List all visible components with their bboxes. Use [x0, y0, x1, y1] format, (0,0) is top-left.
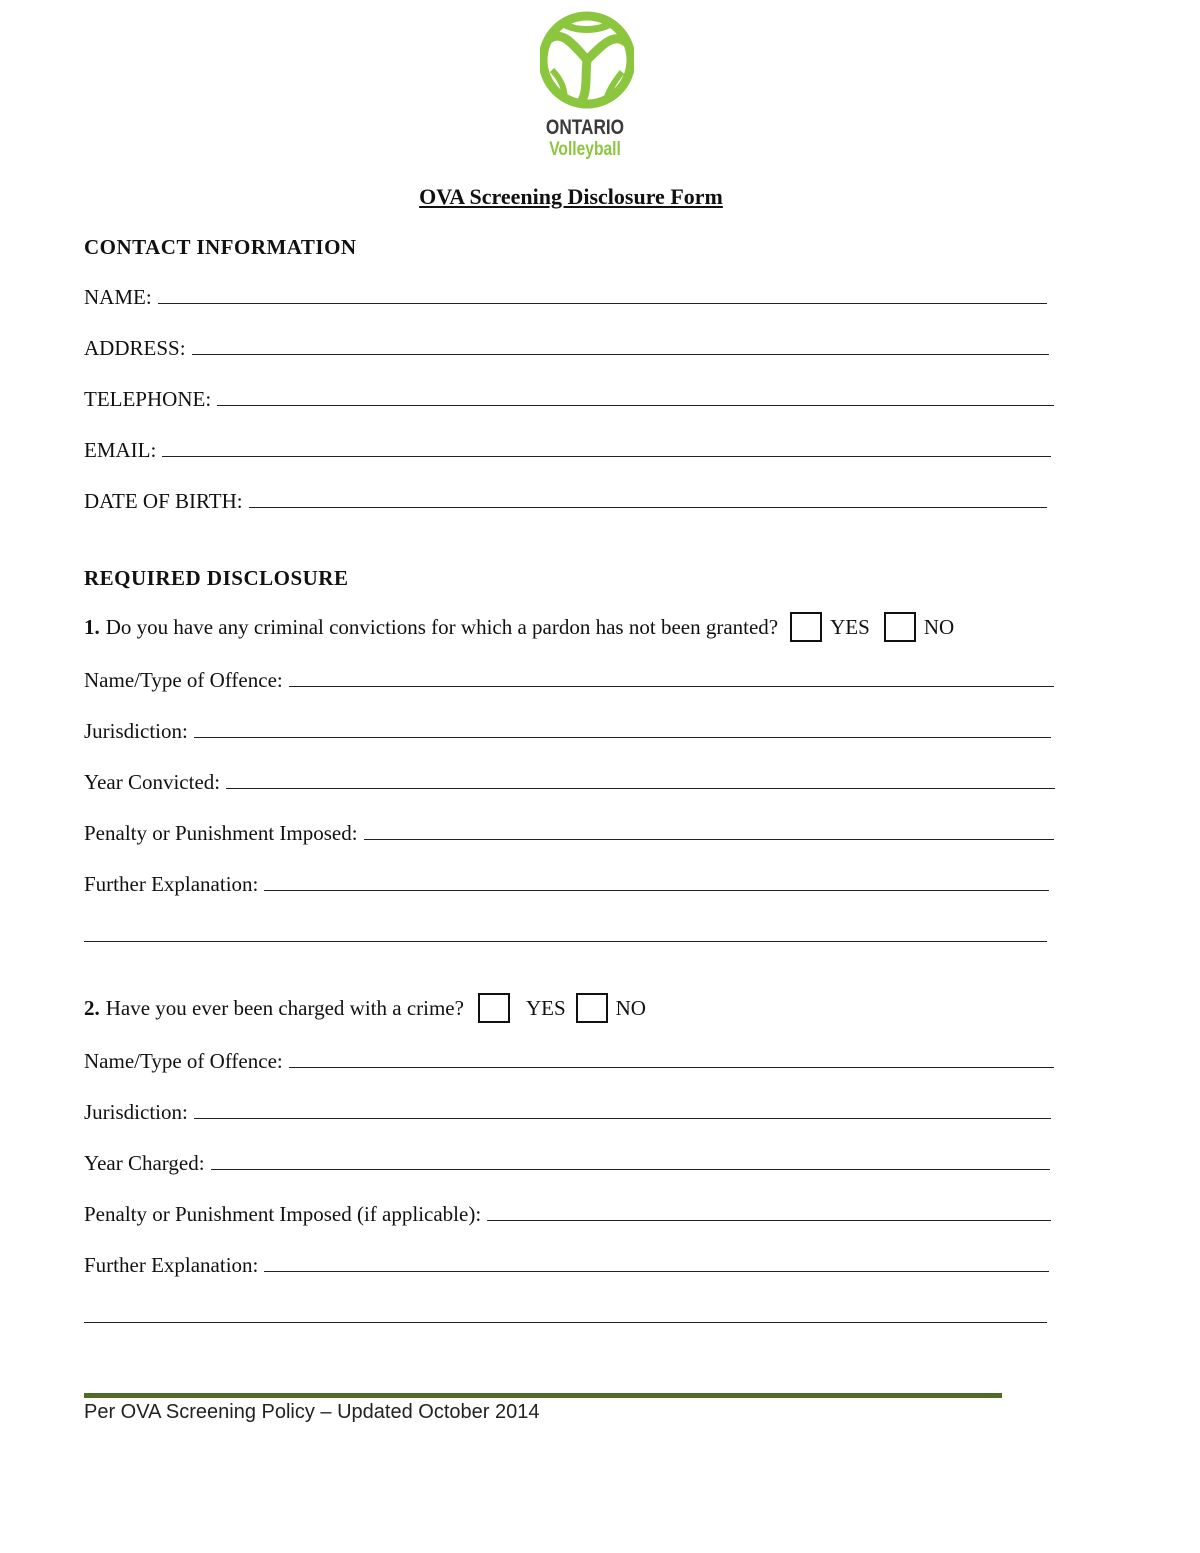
- q2-penalty-line[interactable]: [487, 1219, 1051, 1221]
- q2-explanation-continuation[interactable]: [84, 1299, 1047, 1329]
- name-label: NAME:: [84, 285, 152, 309]
- q2-year-field[interactable]: [84, 1146, 1050, 1176]
- q2-explanation-field[interactable]: [84, 1248, 1049, 1278]
- question-1-text: Do you have any criminal convictions for which a pardon has not been granted?: [105, 614, 779, 639]
- form-title: OVA Screening Disclosure Form: [419, 184, 723, 209]
- telephone-field[interactable]: [84, 382, 1054, 412]
- q2-offence-line[interactable]: [289, 1066, 1054, 1068]
- q1-offence-label: Name/Type of Offence:: [84, 668, 283, 692]
- question-2-text: Have you ever been charged with a crime?: [105, 995, 464, 1020]
- q2-explanation-line[interactable]: [264, 1270, 1049, 1272]
- volleyball-icon: [540, 10, 634, 110]
- q1-explanation-line[interactable]: [264, 889, 1049, 891]
- email-line[interactable]: [162, 455, 1051, 457]
- telephone-line[interactable]: [217, 404, 1054, 406]
- logo-text-volleyball: Volleyball: [549, 139, 621, 160]
- q1-year-field[interactable]: [84, 765, 1055, 795]
- q1-jurisdiction-line[interactable]: [194, 736, 1051, 738]
- q1-penalty-label: Penalty or Punishment Imposed:: [84, 821, 358, 845]
- name-line[interactable]: [158, 302, 1047, 304]
- question-1: [84, 610, 964, 644]
- q1-penalty-field[interactable]: [84, 816, 1054, 846]
- q1-yes-checkbox[interactable]: [790, 612, 822, 642]
- question-2: [84, 991, 656, 1025]
- q1-year-line[interactable]: [226, 787, 1055, 789]
- q1-no-checkbox[interactable]: [884, 612, 916, 642]
- q1-explanation-continuation[interactable]: [84, 918, 1047, 948]
- q1-explanation-label: Further Explanation:: [84, 872, 259, 896]
- q2-jurisdiction-line[interactable]: [194, 1117, 1051, 1119]
- q2-jurisdiction-label: Jurisdiction:: [84, 1100, 188, 1124]
- q2-yes-checkbox[interactable]: [478, 993, 510, 1023]
- q1-offence-field[interactable]: [84, 663, 1054, 693]
- q1-jurisdiction-field[interactable]: [84, 714, 1051, 744]
- ontario-volleyball-logo: [530, 10, 640, 160]
- q2-jurisdiction-field[interactable]: [84, 1095, 1051, 1125]
- q2-no-label: NO: [615, 995, 646, 1020]
- address-field[interactable]: [84, 331, 1049, 361]
- logo-text-ontario: ONTARIO: [545, 116, 625, 139]
- q2-penalty-field[interactable]: [84, 1197, 1051, 1227]
- q1-no-label: NO: [923, 614, 955, 639]
- q1-explanation-field[interactable]: [84, 867, 1049, 897]
- address-line[interactable]: [192, 353, 1049, 355]
- q2-offence-field[interactable]: [84, 1044, 1054, 1074]
- footer-text: Per OVA Screening Policy – Updated October 2014: [84, 1401, 540, 1423]
- q1-explanation-line-2[interactable]: [84, 940, 1047, 942]
- q1-penalty-line[interactable]: [364, 838, 1054, 840]
- q2-penalty-label: Penalty or Punishment Imposed (if applicable):: [84, 1202, 482, 1226]
- question-2-number: 2.: [84, 995, 100, 1020]
- q2-offence-label: Name/Type of Offence:: [84, 1049, 283, 1073]
- email-label: EMAIL:: [84, 438, 157, 462]
- q1-offence-line[interactable]: [289, 685, 1054, 687]
- date-of-birth-field[interactable]: [84, 484, 1047, 514]
- contact-heading: CONTACT INFORMATION: [84, 235, 357, 259]
- footer-divider: [84, 1393, 1002, 1398]
- q1-jurisdiction-label: Jurisdiction:: [84, 719, 188, 743]
- q2-explanation-label: Further Explanation:: [84, 1253, 259, 1277]
- date-of-birth-label: DATE OF BIRTH:: [84, 489, 243, 513]
- q2-no-checkbox[interactable]: [576, 993, 608, 1023]
- q2-explanation-line-2[interactable]: [84, 1321, 1047, 1323]
- q2-year-line[interactable]: [211, 1168, 1050, 1170]
- address-label: ADDRESS:: [84, 336, 186, 360]
- q2-year-label: Year Charged:: [84, 1151, 205, 1175]
- q1-yes-label: YES: [830, 614, 870, 639]
- telephone-label: TELEPHONE:: [84, 387, 212, 411]
- name-field[interactable]: [84, 280, 1047, 310]
- question-1-number: 1.: [84, 614, 100, 639]
- date-of-birth-line[interactable]: [249, 506, 1047, 508]
- disclosure-heading: REQUIRED DISCLOSURE: [84, 566, 349, 590]
- q1-year-label: Year Convicted:: [84, 770, 221, 794]
- q2-yes-label: YES: [525, 995, 566, 1020]
- email-field[interactable]: [84, 433, 1051, 463]
